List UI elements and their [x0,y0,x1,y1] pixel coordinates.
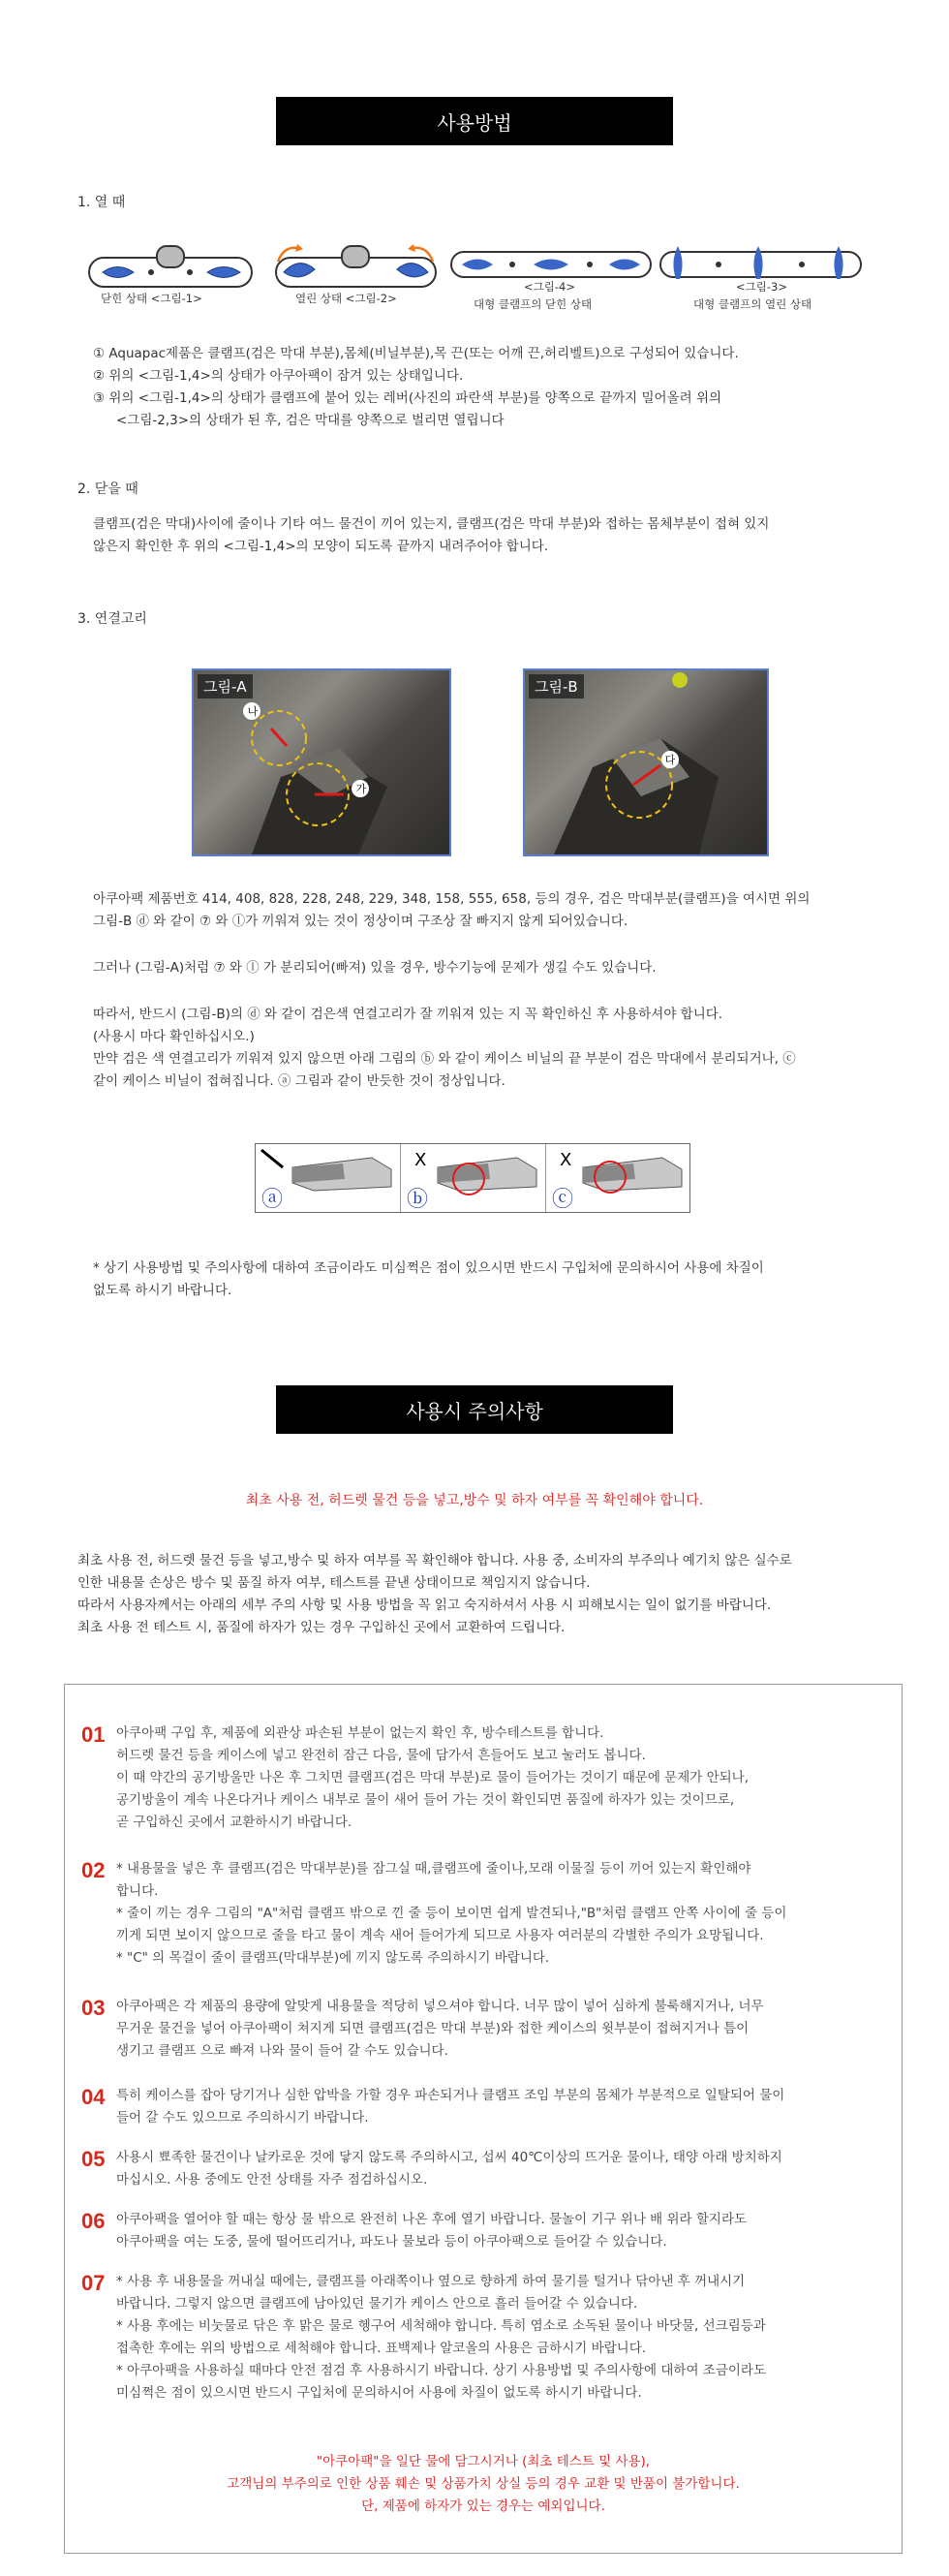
caution-item-03-line: 아쿠아팩은 각 제품의 용량에 알맞게 내용물을 적당히 넣으셔야 합니다. 너무 많이 넣어 심하게 불룩해지거나, 너무 [116,1999,764,2014]
caution-footer-line: 단, 제품에 하자가 있는 경우는 예외입니다. [361,2498,605,2514]
caution-item-07-line: 접촉한 후에는 위의 방법으로 세척해야 합니다. 표백제나 알코올의 사용은 금하시기 바랍니다. [116,2341,647,2356]
hook-text-6: 만약 검은 색 연결고리가 끼워져 있지 않으면 아래 그림의 ⓑ 와 같이 케이스 비닐의 끝 부분이 검은 막대에서 분리되거나, ⓒ [93,1051,796,1067]
close-section-title: 2. 닫을 때 [77,481,138,497]
caution-item-07-line: * 사용 후 내용물을 꺼내실 때에는, 클램프를 아래쪽이나 옆으로 향하게 하여 물기를 털거나 닦아낸 후 꺼내시기 [116,2274,746,2289]
caution-intro-4: 최초 사용 전 테스트 시, 품질에 하자가 있는 경우 구입하신 곳에서 교환하여 드립니다. [77,1620,566,1635]
caution-num-01: 01 [81,1723,106,1747]
caution-num-02: 02 [81,1858,106,1882]
photo-a-label: 그림-A [198,674,253,698]
open-step-3-cont: <그림-2,3>의 상태가 된 후, 검은 막대를 양쪽으로 벌리면 열립니다 [116,413,505,428]
usage-note-1: * 상기 사용방법 및 주의사항에 대하여 조금이라도 미심쩍은 점이 있으시면 반드시 구입처에 문의하시어 사용에 차질이 [93,1260,764,1276]
caution-item-07-line: 바랍니다. 그렇지 않으면 클램프에 남아있던 물기가 케이스 안으로 흘러 들어갈 수 있습니다. [116,2296,638,2312]
caution-intro-3: 따라서 사용자께서는 아래의 세부 주의 사항 및 사용 방법을 꼭 읽고 숙지하셔서 사용 시 피해보시는 일이 없기를 바랍니다. [77,1598,772,1613]
hook-text-4: 따라서, 반드시 (그림-B)의 ⓓ 와 같이 검은색 연결고리가 잘 끼워져 있는 지 꼭 확인하신 후 사용하셔야 합니다. [93,1007,723,1022]
open-step-3: ③ 위의 <그림-1,4>의 상태가 클램프에 붙어 있는 레버(사진의 파란색 부분)를 양쪽으로 끝까지 밀어올려 위의 [93,390,722,406]
caption-fig2: 열린 상태 <그림-2> [295,292,397,305]
clip-c [546,1144,689,1212]
caution-item-04 [116,2085,872,2129]
caption-fig1: 닫힌 상태 <그림-1> [101,292,202,305]
mark-ga: 가 [355,783,367,795]
photo-b [523,668,769,856]
caution-num-05: 05 [81,2147,106,2171]
caution-item-02 [116,1858,872,1970]
figure-3-large-open [657,240,865,326]
clip-b [401,1144,546,1212]
clip-c-x: X [560,1150,572,1170]
caution-item-07-line: * 사용 후에는 비눗물로 닦은 후 맑은 물로 헹구어 세척해야 합니다. 특히 염소로 소독된 물이나 바닷물, 선크림등과 [116,2318,766,2334]
caution-item-03-line: 무거운 물건을 넣어 아쿠아팩이 쳐지게 되면 클램프(검은 막대 부분)와 접한 케이스의 윗부분이 접혀지거나 틈이 [116,2021,750,2036]
mark-da: 다 [664,754,676,766]
figure-4-large-closed [448,240,654,326]
close-text-2: 않은지 확인한 후 위의 <그림-1,4>의 모양이 되도록 끝까지 내려주어야 합니다. [93,539,549,554]
caution-item-06-line: 아쿠아팩을 열어야 할 때는 항상 물 밖으로 완전히 나온 후에 열기 바랍니다. 물놀이 기구 위나 배 위라 할지라도 [116,2212,748,2227]
caution-item-02-line: * 내용물을 넣은 후 클램프(검은 막대부분)를 잠그실 때,클램프에 줄이나,모래 이물질 등이 끼어 있는지 확인해야 [116,1861,751,1877]
caution-item-01-line: 허드렛 물건 등을 케이스에 넣고 완전히 잠근 다음, 물에 담가서 흔들어도 보고 눌러도 봅니다. [116,1748,646,1763]
caution-footer [64,2451,903,2518]
clip-c-label: ⓒ [552,1188,574,1212]
figure-2-open [266,240,445,326]
figure-1-closed [83,240,258,326]
hook-text-2: 그림-B ⓓ 와 같이 ⑦ 와 ⓛ가 끼워져 있는 것이 정상이며 구조상 잘 빠지지 않게 되어있습니다. [93,914,628,929]
usage-title: 사용방법 [276,97,673,145]
caution-intro-2: 인한 내용물 손상은 방수 및 품질 하자 여부, 테스트를 끝낸 상태이므로 책임지지 않습니다. [77,1575,591,1591]
caution-item-05-line: 마십시오. 사용 중에도 안전 상태를 자주 점검하십시오. [116,2172,428,2188]
clip-a-label: ⓐ [261,1188,284,1212]
caution-item-05-line: 사용시 뾰족한 물건이나 날카로운 것에 닿지 않도록 주의하시고, 섭씨 40℃이상의 뜨거운 물이나, 태양 아래 방치하지 [116,2150,782,2165]
hook-text-1: 아쿠아팩 제품번호 414, 408, 828, 228, 248, 229, 348, 158, 555, 658, 등의 경우, 검은 막대부분(클램프)을 여시면 위의 [93,891,811,907]
caption-fig4-desc: 대형 클램프의 닫힌 상태 [474,297,593,311]
clip-b-x: X [414,1150,427,1170]
mark-na: 나 [247,705,259,718]
clip-diagram [255,1143,690,1213]
caution-item-02-line: 합니다. [116,1883,159,1899]
caution-item-03 [116,1996,872,2063]
caption-fig3-desc: 대형 클램프의 열린 상태 [693,297,812,311]
hook-section-title: 3. 연결고리 [77,611,147,627]
caution-red-headline: 최초 사용 전, 허드렛 물건 등을 넣고,방수 및 하자 여부를 꼭 확인해야 합니다. [245,1493,704,1508]
caution-item-01-line: 이 때 약간의 공기방울만 나온 후 그치면 클램프(검은 막대 부분)로 물이 들어가는 것이기 때문에 문제가 안되나, [116,1770,749,1785]
close-text-1: 클램프(검은 막대)사이에 줄이나 기타 여느 물건이 끼어 있는지, 클램프(검은 막대 부분)와 접하는 몸체부분이 접혀 있지 [93,516,770,532]
caution-item-02-line: * 줄이 끼는 경우 그림의 "A"처럼 클램프 밖으로 낀 줄 등이 보이면 쉽게 발견되나,"B"처럼 클램프 안쪽 사이에 줄 등이 [116,1906,787,1921]
photo-a [192,668,451,856]
open-step-1: ① Aquapac제품은 클램프(검은 막대 부분),몸체(비닐부분),목 끈(또는 어깨 끈,허리벨트)으로 구성되어 있습니다. [93,346,739,361]
caution-intro-1: 최초 사용 전, 허드렛 물건 등을 넣고,방수 및 하자 여부를 꼭 확인해야 합니다. 사용 중, 소비자의 부주의나 예기치 않은 실수로 [77,1553,792,1568]
caution-num-04: 04 [81,2085,106,2109]
hook-text-3: 그러나 (그림-A)처럼 ⑦ 와 ⓛ 가 분리되어(빠져) 있을 경우, 방수기능에 문제가 생길 수도 있습니다. [93,960,657,976]
open-section-title: 1. 열 때 [77,195,126,210]
caution-item-07-line: * 아쿠아팩을 사용하실 때마다 안전 점검 후 사용하시기 바랍니다. 상기 사용방법 및 주의사항에 대하여 조금이라도 [116,2363,767,2378]
caption-fig3: <그림-3> [736,280,787,294]
caption-fig4: <그림-4> [524,280,575,294]
open-step-2: ② 위의 <그림-1,4>의 상태가 아쿠아팩이 잠겨 있는 상태입니다. [93,368,464,384]
caution-item-04-line: 들어 갈 수도 있으므로 주의하시기 바랍니다. [116,2110,369,2126]
caution-item-05 [116,2147,872,2191]
caution-item-02-line: 끼게 되면 보이지 않으므로 줄을 타고 물이 계속 새어 들어가게 되므로 사용자 여러분의 각별한 주의가 요망됩니다. [116,1928,764,1943]
caution-title: 사용시 주의사항 [276,1385,673,1434]
caution-item-07-line: 미심쩍은 점이 있으시면 반드시 구입처에 문의하시어 사용에 차질이 없도록 하시기 바랍니다. [116,2385,642,2401]
caution-item-01-line: 공기방울이 계속 나온다거나 케이스 내부로 물이 새어 들어 가는 것이 확인되면 품질에 하자가 있는 것이므로, [116,1792,735,1808]
caution-footer-line: "아쿠아팩"을 일단 물에 담그시거나 (최초 테스트 및 사용), [316,2454,651,2469]
caution-item-02-line: * "C" 의 목걸이 줄이 클램프(막대부분)에 끼지 않도록 주의하시기 바랍니다. [116,1950,550,1966]
caution-item-01-line: 곧 구입하신 곳에서 교환하시기 바랍니다. [116,1815,352,1830]
clip-b-label: ⓑ [407,1188,429,1212]
caution-item-07 [116,2271,872,2405]
caution-item-06 [116,2209,872,2253]
caution-item-01 [116,1723,872,1834]
caution-item-06-line: 아쿠아팩을 여는 도중, 물에 떨어뜨리거나, 파도나 물보라 등이 아쿠아팩으로 들어갈 수 있습니다. [116,2234,667,2250]
caution-item-01-line: 아쿠아팩 구입 후, 제품에 외관상 파손된 부분이 없는지 확인 후, 방수테스트를 합니다. [116,1725,604,1741]
hook-text-7: 같이 케이스 비닐이 접혀집니다. ⓐ 그림과 같이 반듯한 것이 정상입니다. [93,1073,505,1089]
caution-num-06: 06 [81,2209,106,2233]
clip-a [256,1144,401,1212]
caution-footer-line: 고객님의 부주의로 인한 상품 훼손 및 상품가치 상실 등의 경우 교환 및 반품이 불가합니다. [227,2476,740,2492]
caution-num-07: 07 [81,2271,106,2295]
caution-item-04-line: 특히 케이스를 잡아 당기거나 심한 압박을 가할 경우 파손되거나 클램프 조임 부분의 몸체가 부분적으로 일탈되어 물이 [116,2088,785,2103]
caution-num-03: 03 [81,1996,106,2020]
hook-text-5: (사용시 마다 확인하십시오.) [93,1029,255,1044]
photo-b-label: 그림-B [529,674,584,698]
usage-note-2: 없도록 하시기 바랍니다. [93,1283,232,1298]
caution-item-03-line: 생기고 클램프 으로 빠져 나와 물이 들어 갈 수도 있습니다. [116,2043,448,2059]
